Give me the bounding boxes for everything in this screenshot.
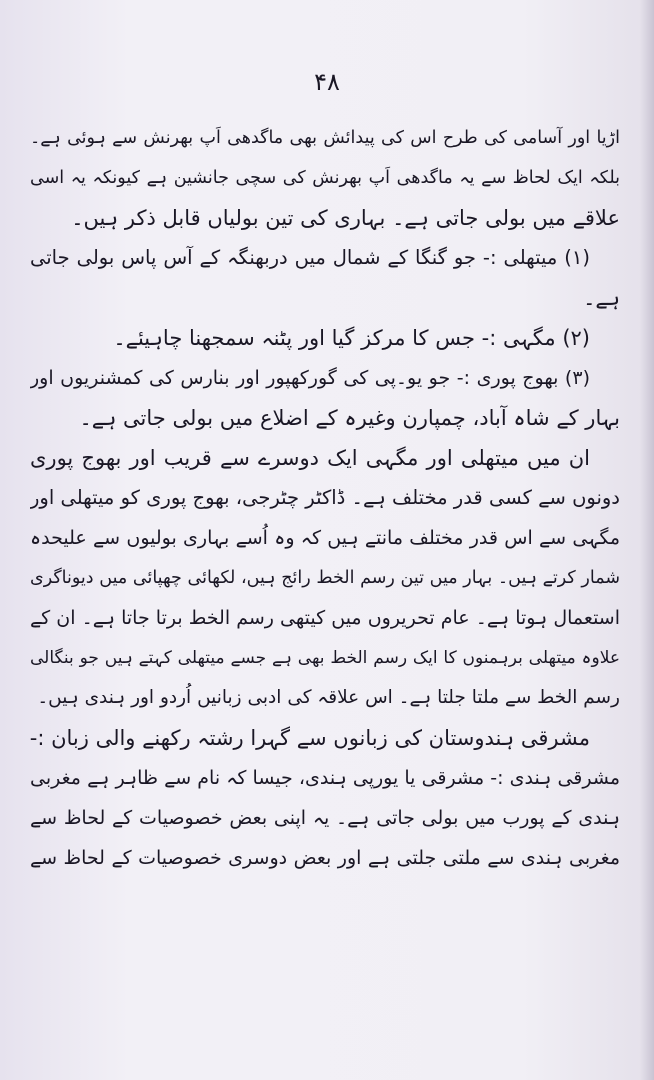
text-line-2: بلکہ ایک لحاظ سے یہ ماگدھی اَپ بھرنش کی سچی جانشین ہے کیونکہ یہ اسی xyxy=(30,168,620,188)
text-line-5: ہے۔ xyxy=(583,286,620,310)
text-line-4: (۱) میتھلی :- جو گنگا کے شمال میں دربھنگہ کے آس پاس بولی جاتی xyxy=(30,246,590,269)
text-line-14: علاوہ میتھلی برہمنوں کا ایک رسم الخط بھی ہے جسے میتھلی کہتے ہیں جو بنگالی xyxy=(30,648,620,668)
text-line-18: ہندی کے پورب میں بولی جاتی ہے۔ یہ اپنی بعض خصوصیات کے لحاظ سے xyxy=(30,807,620,829)
page-number: ۴۸ xyxy=(314,68,340,96)
text-line-9: ان میں میتھلی اور مگہی ایک دوسرے سے قریب اور بھوج پوری xyxy=(30,446,590,470)
text-line-11: مگہی سے اس قدر مختلف مانتے ہیں کہ وہ اُسے بہاری بولیوں سے علیحدہ xyxy=(30,527,620,549)
text-line-8: بہار کے شاہ آباد، چمپارن وغیرہ کے اضلاع میں بولی جاتی ہے۔ xyxy=(79,406,620,430)
text-line-1: اڑیا اور آسامی کی طرح اس کی پیدائش بھی ماگدھی اَپ بھرنش سے ہوئی ہے۔ xyxy=(30,128,620,148)
text-line-6: (۲) مگہی :- جس کا مرکز گیا اور پٹنہ سمجھنا چاہیئے۔ xyxy=(113,326,590,350)
text-line-15: رسم الخط سے ملتا جلتا ہے۔ اس علاقہ کی ادبی زبانیں اُردو اور ہندی ہیں۔ xyxy=(37,687,620,708)
text-line-17: مشرقی ہندی :- مشرقی یا یورپی ہندی، جیسا کہ نام سے ظاہر ہے مغربی xyxy=(30,767,620,789)
text-line-19: مغربی ہندی سے ملتی جلتی ہے اور بعض دوسری خصوصیات کے لحاظ سے xyxy=(30,847,620,869)
text-line-10: دونوں سے کسی قدر مختلف ہے۔ ڈاکٹر چٹرجی، بھوج پوری کو میتھلی اور xyxy=(30,486,620,509)
section-heading-line: مشرقی ہندوستان کی زبانوں سے گہرا رشتہ رکھنے والی زبان :- xyxy=(30,726,590,750)
text-line-13: استعمال ہوتا ہے۔ عام تحریروں میں کیتھی رسم الخط برتا جاتا ہے۔ ان کے xyxy=(30,607,620,629)
page-body-text xyxy=(30,118,620,878)
text-line-12: شمار کرتے ہیں۔ بہار میں تین رسم الخط رائج ہیں، لکھائی چھپائی میں دیوناگری xyxy=(30,568,620,588)
text-line-7: (۳) بھوج پوری :- جو یو۔پی کی گورکھپور اور بنارس کی کمشنریوں اور xyxy=(30,367,590,389)
text-line-3: علاقے میں بولی جاتی ہے۔ بہاری کی تین بولیاں قابل ذکر ہیں۔ xyxy=(71,206,620,230)
